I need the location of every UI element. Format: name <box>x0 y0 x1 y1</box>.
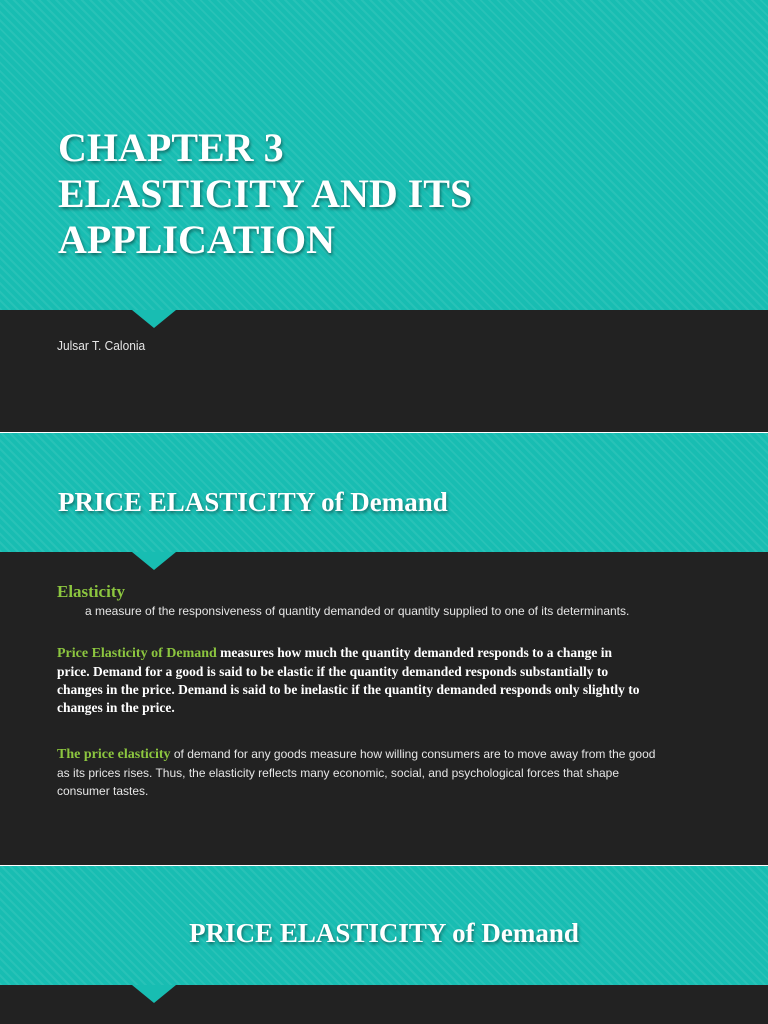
chapter-title-line-3: APPLICATION <box>58 217 336 262</box>
ped-text: measures how much the quantity demanded responds to a change in price. Demand for a good is said to be elastic if the quantity demanded responds substantially to changes in the price. Demand is said to be inelastic if the quantity demanded responds only slightly to changes in the price. <box>57 645 640 715</box>
band-notch <box>132 552 176 570</box>
band-notch <box>132 985 176 1003</box>
chapter-title-line-2: ELASTICITY AND ITS <box>58 171 473 216</box>
ped-paragraph <box>57 644 647 717</box>
elasticity-definition: a measure of the responsiveness of quantity demanded or quantity supplied to one of its determinants. <box>85 604 630 618</box>
slide3-band <box>0 866 768 985</box>
price-elasticity-text: of demand for any goods measure how willing consumers are to move away from the good as its prices rises. Thus, the elasticity reflects many economic, social, and psychological forces that shape consumer tastes. <box>57 747 656 798</box>
title-slide-body <box>0 310 768 432</box>
slide2-band <box>0 433 768 552</box>
chapter-title-line-1: CHAPTER 3 <box>58 125 284 170</box>
slide2-title: PRICE ELASTICITY of Demand <box>58 487 448 517</box>
slide3-title: PRICE ELASTICITY of Demand <box>189 918 579 948</box>
slide2-body <box>0 552 768 865</box>
price-elasticity-term: The price elasticity <box>57 747 171 762</box>
band-notch <box>132 310 176 328</box>
price-elasticity-paragraph <box>57 745 657 800</box>
elasticity-heading: Elasticity <box>57 582 125 601</box>
title-slide-band <box>0 0 768 310</box>
ped-term: Price Elasticity of Demand <box>57 646 217 661</box>
slide3-body <box>0 985 768 1024</box>
chapter-title <box>58 125 738 263</box>
author-name: Julsar T. Calonia <box>57 338 146 353</box>
